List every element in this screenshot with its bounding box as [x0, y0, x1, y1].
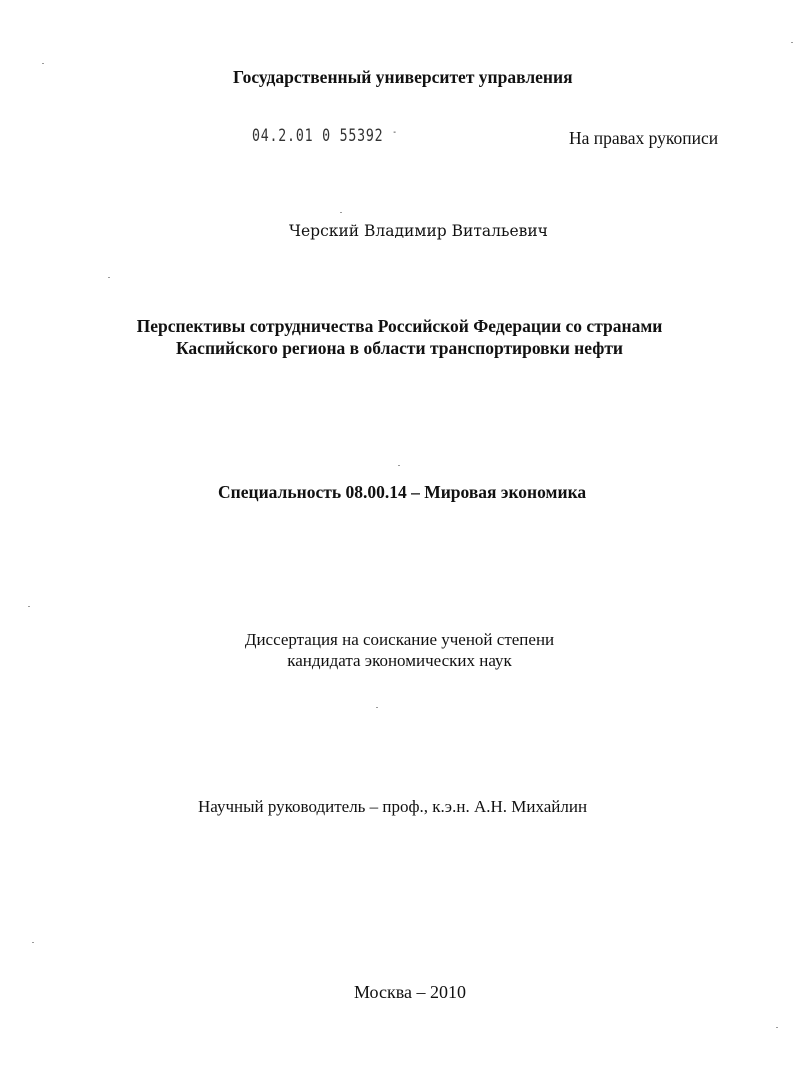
scan-speck	[398, 465, 400, 466]
scan-speck	[340, 212, 342, 213]
registry-number-stamp	[252, 128, 398, 145]
scan-speck	[791, 42, 793, 43]
scan-speck	[28, 606, 30, 607]
degree-line-2: кандидата экономических наук	[287, 651, 512, 670]
manuscript-rights-label: На правах рукописи	[569, 128, 719, 148]
dissertation-title	[0, 315, 799, 359]
author-name: Черский Владимир Витальевич	[289, 222, 548, 240]
scan-speck	[42, 63, 44, 64]
title-line-2: Каспийского региона в области транспортировки нефти	[175, 338, 624, 358]
degree-statement	[0, 629, 799, 671]
title-line-1: Перспективы сотрудничества Российской Федерации со странами	[136, 316, 663, 336]
scan-speck	[376, 707, 378, 708]
scan-speck	[776, 1027, 778, 1028]
scan-speck	[32, 942, 34, 943]
specialty: Специальность 08.00.14 – Мировая экономика	[218, 482, 587, 502]
university-name: Государственный университет управления	[233, 67, 573, 87]
registry-number-text: 04.2.01 0 55392	[252, 126, 384, 146]
scan-speck	[108, 277, 110, 278]
scientific-supervisor: Научный руководитель – проф., к.э.н. А.Н. Михайлин	[198, 797, 588, 816]
degree-line-1: Диссертация на соискание ученой степени	[244, 630, 555, 649]
registry-mark: -	[392, 127, 398, 138]
city-and-year: Москва – 2010	[354, 982, 466, 1002]
